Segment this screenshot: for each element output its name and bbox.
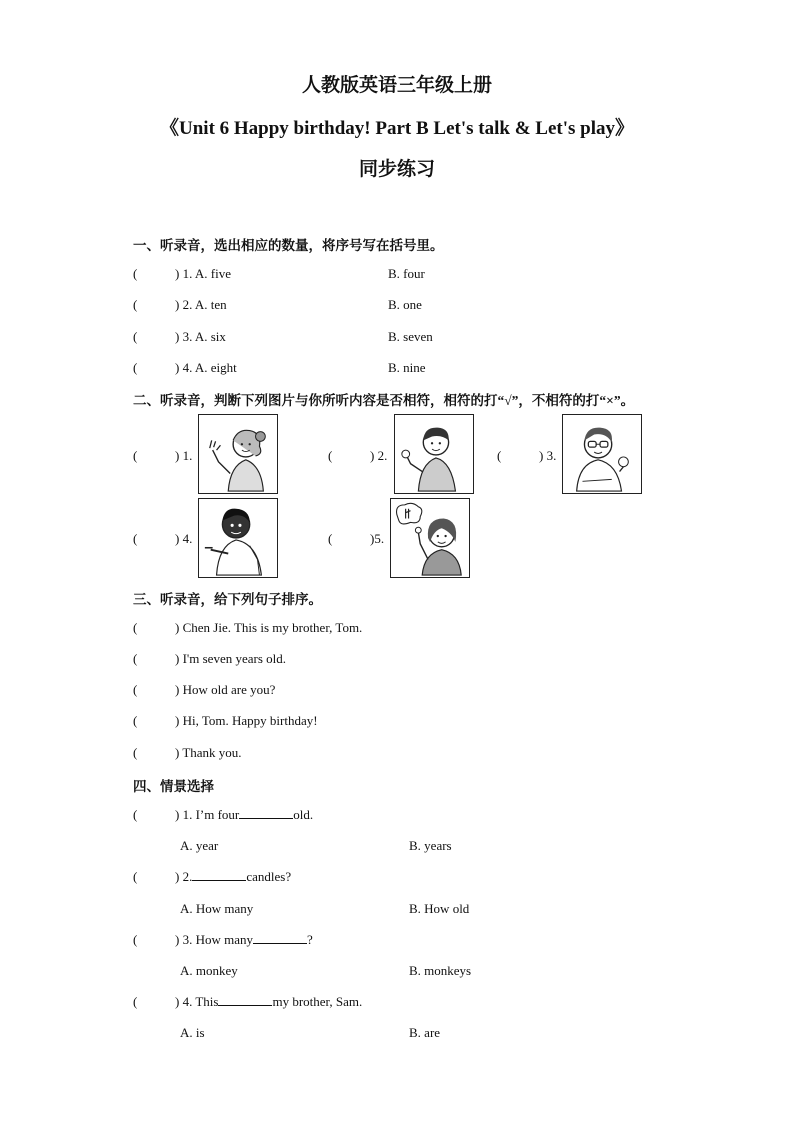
s4-q3-option-a: A. monkey bbox=[180, 963, 238, 978]
s4-q3-option-b: B. monkeys bbox=[409, 963, 472, 978]
title-line3: 同步练习 bbox=[358, 159, 435, 180]
s2-item-1 bbox=[133, 448, 192, 464]
boy-waving-picture bbox=[394, 414, 474, 494]
sentence: ) Hi, Tom. Happy birthday! bbox=[175, 713, 318, 728]
answer-paren[interactable]: ( bbox=[133, 448, 138, 463]
s2-item-4 bbox=[133, 531, 192, 547]
s4-q1-option-a: A. year bbox=[180, 838, 219, 853]
question-text: ) 2. bbox=[175, 869, 193, 884]
s4-q4-option-b: B. are bbox=[409, 1025, 441, 1040]
s2-item-5 bbox=[328, 531, 384, 547]
option-a: ) 4. A. eight bbox=[175, 360, 237, 375]
sentence: ) I'm seven years old. bbox=[175, 651, 287, 666]
fill-blank[interactable] bbox=[239, 807, 293, 819]
answer-paren[interactable]: ( bbox=[133, 994, 138, 1009]
sentence: ) Thank you. bbox=[175, 745, 242, 760]
item-number: )5. bbox=[370, 531, 385, 546]
s4-question-1 bbox=[133, 807, 313, 823]
question-text: ) 1. I’m four bbox=[175, 807, 240, 822]
s4-q1-option-b: B. years bbox=[409, 838, 452, 853]
answer-paren[interactable]: ( bbox=[133, 807, 138, 822]
s1-item-4 bbox=[133, 360, 237, 376]
s3-item-5 bbox=[133, 745, 242, 761]
s1-item-1 bbox=[133, 266, 231, 282]
answer-paren[interactable]: ( bbox=[133, 360, 138, 375]
option-a: ) 1. A. five bbox=[175, 266, 231, 281]
s1-item-2 bbox=[133, 297, 227, 313]
s1-item-1-b: B. four bbox=[388, 266, 425, 281]
s3-item-1 bbox=[133, 620, 362, 636]
fill-blank[interactable] bbox=[253, 932, 307, 944]
question-text: ) 3. How many bbox=[175, 932, 253, 947]
girl-waving-picture bbox=[198, 414, 278, 494]
section4-heading: 四、情景选择 bbox=[133, 779, 214, 794]
s3-item-4 bbox=[133, 713, 318, 729]
question-text: my brother, Sam. bbox=[272, 994, 363, 1009]
s4-question-4 bbox=[133, 994, 362, 1010]
title-line1: 人教版英语三年级上册 bbox=[301, 75, 492, 96]
answer-paren[interactable]: ( bbox=[328, 531, 333, 546]
fill-blank[interactable] bbox=[218, 994, 272, 1006]
s1-item-2-b: B. one bbox=[388, 297, 422, 312]
boy-glasses-picture bbox=[562, 414, 642, 494]
answer-paren[interactable]: ( bbox=[133, 932, 138, 947]
item-number: ) 2. bbox=[370, 448, 388, 463]
s1-item-3-b: B. seven bbox=[388, 329, 433, 344]
answer-paren[interactable]: ( bbox=[133, 869, 138, 884]
boy-pointing-picture bbox=[198, 498, 278, 578]
answer-paren[interactable]: ( bbox=[133, 745, 138, 760]
option-a: ) 3. A. six bbox=[175, 329, 226, 344]
s1-item-3 bbox=[133, 329, 226, 345]
question-text: ? bbox=[307, 932, 313, 947]
item-number: ) 1. bbox=[175, 448, 193, 463]
question-text: ) 4. This bbox=[175, 994, 219, 1009]
s4-question-2 bbox=[133, 869, 291, 885]
question-text: old. bbox=[293, 807, 314, 822]
s4-q4-option-a: A. is bbox=[180, 1025, 205, 1040]
answer-paren[interactable]: ( bbox=[133, 682, 138, 697]
sentence: ) Chen Jie. This is my brother, Tom. bbox=[175, 620, 363, 635]
s4-q2-option-a: A. How many bbox=[180, 901, 254, 916]
sentence: ) How old are you? bbox=[175, 682, 276, 697]
item-number: ) 3. bbox=[539, 448, 557, 463]
item-number: ) 4. bbox=[175, 531, 193, 546]
section3-heading: 三、听录音，给下列句子排序。 bbox=[133, 592, 322, 607]
answer-paren[interactable]: ( bbox=[133, 713, 138, 728]
answer-paren[interactable]: ( bbox=[133, 531, 138, 546]
answer-paren[interactable]: ( bbox=[133, 651, 138, 666]
section2-heading: 二、听录音，判断下列图片与你所听内容是否相符，相符的打“√”，不相符的打“×”。 bbox=[133, 393, 635, 408]
s2-item-2 bbox=[328, 448, 387, 464]
section1-heading: 一、听录音，选出相应的数量，将序号写在括号里。 bbox=[133, 238, 444, 253]
s4-question-3 bbox=[133, 932, 313, 948]
answer-paren[interactable]: ( bbox=[133, 266, 138, 281]
s4-q2-option-b: B. How old bbox=[409, 901, 470, 916]
s3-item-3 bbox=[133, 682, 275, 698]
answer-paren[interactable]: ( bbox=[328, 448, 333, 463]
answer-paren[interactable]: ( bbox=[497, 448, 502, 463]
girl-thinking-picture bbox=[390, 498, 470, 578]
s2-item-3 bbox=[497, 448, 556, 464]
s1-item-4-b: B. nine bbox=[388, 360, 426, 375]
answer-paren[interactable]: ( bbox=[133, 329, 138, 344]
question-text: candles? bbox=[246, 869, 292, 884]
option-a: ) 2. A. ten bbox=[175, 297, 227, 312]
fill-blank[interactable] bbox=[192, 869, 246, 881]
answer-paren[interactable]: ( bbox=[133, 297, 138, 312]
answer-paren[interactable]: ( bbox=[133, 620, 138, 635]
s3-item-2 bbox=[133, 651, 286, 667]
title-line2: 《Unit 6 Happy birthday! Part B Let's talk & Let's play》 bbox=[160, 118, 634, 139]
